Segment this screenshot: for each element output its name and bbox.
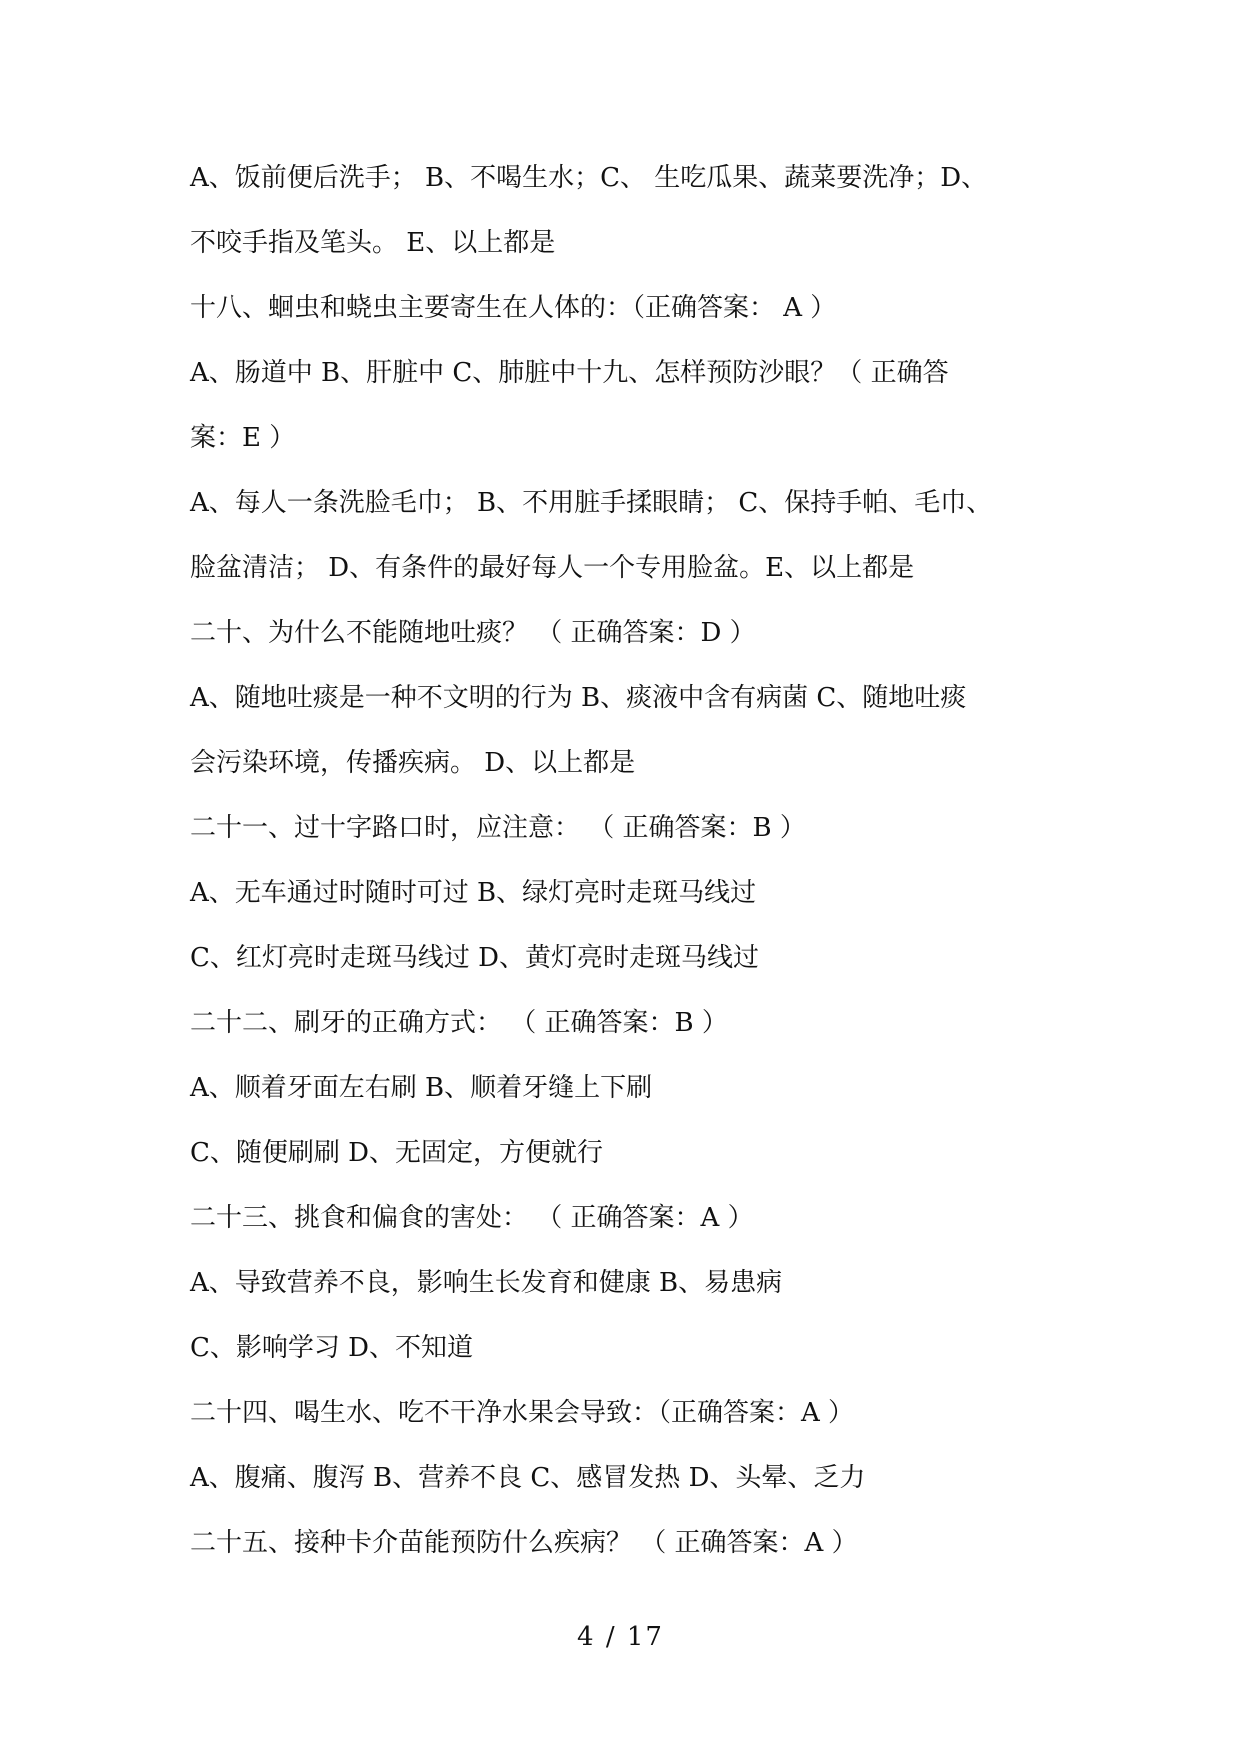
text-line: A、每人一条洗脸毛巾； B、不用脏手揉眼睛； C、保持手帕、毛巾、 bbox=[190, 488, 993, 518]
question-line: 十八、蛔虫和蛲虫主要寄生在人体的：（正确答案： A ） bbox=[190, 293, 837, 323]
text-line: 会污染环境，传播疾病。 D、以上都是 bbox=[190, 748, 636, 778]
text-line: A、导致营养不良，影响生长发育和健康 B、易患病 bbox=[190, 1268, 783, 1298]
page-number: 4 / 17 bbox=[577, 1622, 664, 1652]
question-line: 二十、为什么不能随地吐痰？ （ 正确答案：D ） bbox=[190, 618, 756, 648]
question-line: 二十四、喝生水、吃不干净水果会导致：（正确答案：A ） bbox=[190, 1398, 855, 1428]
text-line: A、饭前便后洗手； B、不喝生水；C、 生吃瓜果、蔬菜要洗净；D、 bbox=[190, 163, 988, 193]
question-line: 二十二、刷牙的正确方式： （ 正确答案：B ） bbox=[190, 1008, 728, 1038]
text-line: A、顺着牙面左右刷 B、顺着牙缝上下刷 bbox=[190, 1073, 653, 1103]
text-line: 不咬手指及笔头。 E、以上都是 bbox=[190, 228, 556, 258]
text-line: 脸盆清洁； D、有条件的最好每人一个专用脸盆。E、以上都是 bbox=[190, 553, 915, 583]
text-line: C、影响学习 D、不知道 bbox=[190, 1333, 474, 1363]
text-line: C、红灯亮时走斑马线过 D、黄灯亮时走斑马线过 bbox=[190, 943, 760, 973]
document-body bbox=[190, 160, 1090, 1590]
text-line: A、随地吐痰是一种不文明的行为 B、痰液中含有病菌 C、随地吐痰 bbox=[190, 683, 967, 713]
text-line: A、无车通过时随时可过 B、绿灯亮时走斑马线过 bbox=[190, 878, 757, 908]
question-line: 二十一、过十字路口时，应注意： （ 正确答案：B ） bbox=[190, 813, 806, 843]
question-line: 二十三、挑食和偏食的害处： （ 正确答案：A ） bbox=[190, 1203, 754, 1233]
question-line: 二十五、接种卡介苗能预防什么疾病？ （ 正确答案：A ） bbox=[190, 1528, 858, 1558]
text-line: 案：E ） bbox=[190, 423, 296, 453]
text-line: A、肠道中 B、肝脏中 C、肺脏中十九、怎样预防沙眼？（ 正确答 bbox=[190, 358, 949, 388]
text-line: C、随便刷刷 D、无固定，方便就行 bbox=[190, 1138, 604, 1168]
text-line: A、腹痛、腹泻 B、营养不良 C、感冒发热 D、头晕、乏力 bbox=[190, 1463, 866, 1493]
